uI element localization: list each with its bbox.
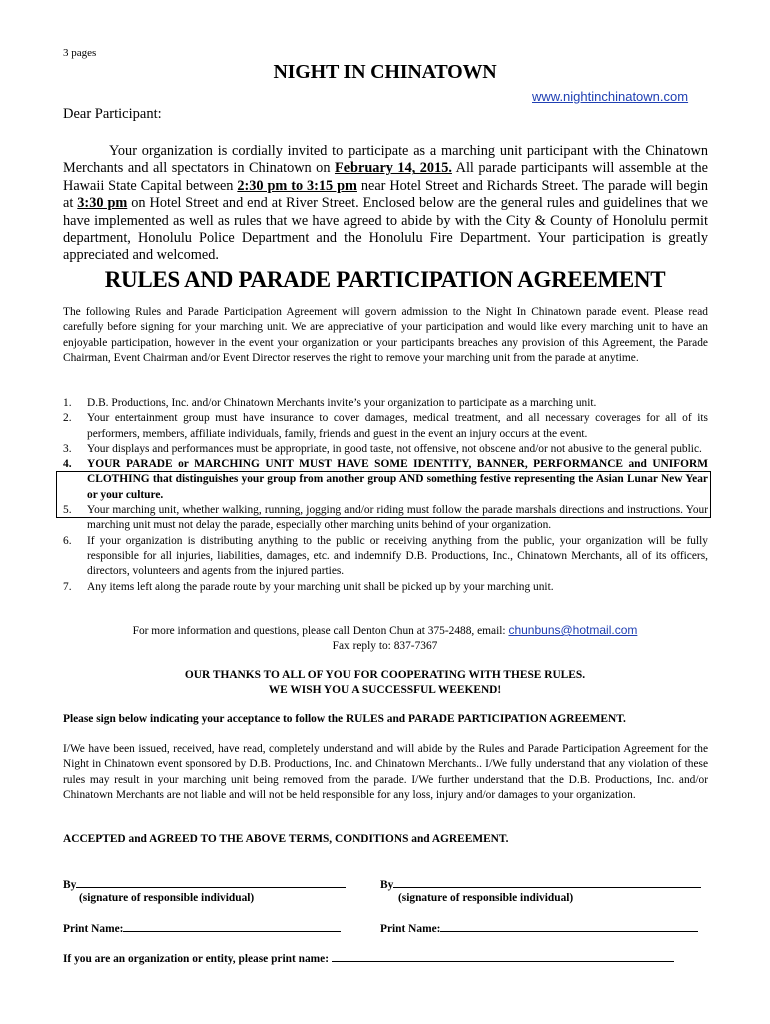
rule-item xyxy=(63,503,708,534)
print-name-field-right[interactable] xyxy=(380,920,698,937)
agreement-heading: RULES AND PARADE PARTICIPATION AGREEMENT xyxy=(104,267,666,292)
intro-text-b: All parade participants will assemble at the Hawaii State Capital between xyxy=(63,160,708,194)
intro-paragraph xyxy=(63,143,708,265)
fax-line: Fax reply to: 837-7367 xyxy=(332,640,438,653)
rule-number: 7. xyxy=(63,580,72,593)
print-name-label: Print Name: xyxy=(380,923,441,935)
rule-text: Your entertainment group must have insurance to cover damages, medical treatment, and all necessary coverages for all of its performers, members, affiliate individuals, family, friends and guest in the event an injury occurs at the event. xyxy=(87,412,708,440)
rule-number: 1. xyxy=(63,397,72,409)
signature-line[interactable] xyxy=(393,876,701,888)
document-title: NIGHT IN CHINATOWN xyxy=(273,61,497,83)
greeting: Dear Participant: xyxy=(63,106,162,122)
rule-text: Your marching unit, whether walking, running, jogging and/or riding must follow the parade marshals directions and instructions. Your marching unit must not delay the parade, especially other marching units behind of your organization. xyxy=(87,504,708,532)
rule-item-highlighted xyxy=(63,457,708,503)
signature-caption-right: (signature of responsible individual) xyxy=(398,892,574,904)
intro-text-d: on Hotel Street and end at River Street. Enclosed below are the general rules and guidelines that we have implemented as well as rules that we have agreed to abide by with the City & County of Honolulu permit department, Honolulu Police Department and the Honolulu Fire Department. Your participation is greatly appreciated and welcomed. xyxy=(63,195,708,264)
rule-text: D.B. Productions, Inc. and/or Chinatown Merchants invite’s your organization to participate as a marching unit. xyxy=(87,397,597,409)
print-name-line[interactable] xyxy=(440,920,698,932)
signature-caption-left: (signature of responsible individual) xyxy=(79,892,255,904)
by-label: By xyxy=(380,879,394,891)
rule-number: 3. xyxy=(63,442,72,455)
intro-text-c: near Hotel Street and Richards Street. The parade will begin at xyxy=(63,177,708,212)
thanks-message xyxy=(0,668,770,699)
rule-number: 6. xyxy=(63,534,72,547)
sign-instruction: Please sign below indicating your acceptance to follow the RULES and PARADE PARTICIPATION AGREEMENT. xyxy=(63,713,626,725)
rule-item xyxy=(63,534,708,580)
organization-name-line[interactable] xyxy=(332,950,674,962)
assembly-time: 2:30 pm to 3:15 pm xyxy=(237,177,357,194)
rule-number: 2. xyxy=(63,412,72,425)
contact-info xyxy=(0,623,770,655)
rule-item xyxy=(63,442,708,457)
event-date: February 14, 2015. xyxy=(334,160,452,177)
by-label: By xyxy=(63,879,77,891)
contact-text: For more information and questions, please call Denton Chun at 375-2488, email: xyxy=(132,625,509,637)
agreement-preamble: The following Rules and Parade Participation Agreement will govern admission to the Night In Chinatown parade event. Please read carefully before signing for your marching unit. We are appreciative of your participation and would like every marching unit to have an enjoyable participation, however in the event your organization or your participants breaches any provision of this Agreement, the Parade Chairman, Event Chairman and/or Event Director reserves the right to remove your marching unit from the parade at anytime. xyxy=(63,306,708,364)
signature-line[interactable] xyxy=(76,876,346,888)
organization-name-field[interactable] xyxy=(63,950,674,967)
page-count-note: 3 pages xyxy=(63,47,97,59)
rule-text: If your organization is distributing anything to the public or receiving anything from the public, your organization will be fully responsible for all injuries, liabilities, damages, etc. and indemnify D.B. Productions, Inc., Chinatown Merchants, all of its officers, directors, volunteers and agents from the injured parties. xyxy=(87,534,708,578)
print-name-line[interactable] xyxy=(123,920,341,932)
thanks-line-1: OUR THANKS TO ALL OF YOU FOR COOPERATING WITH THESE RULES. xyxy=(184,669,586,681)
rule-text: Your displays and performances must be appropriate, in good taste, not offensive, not obscene and/or not abusive to the general public. xyxy=(87,442,702,455)
rule-number: 5. xyxy=(63,504,72,517)
thanks-line-2: WE WISH YOU A SUCCESSFUL WEEKEND! xyxy=(268,684,502,697)
intro-text-a: Your organization is cordially invited to participate as a marching unit participant with the Chinatown Merchants and all spectators in Chinatown on xyxy=(63,143,708,177)
rule-text: YOUR PARADE or MARCHING UNIT MUST HAVE SOME IDENTITY, BANNER, PERFORMANCE and UNIFORM CLOTHING that distinguishes your group from another group AND something festive representing the Asian Lunar New Year or your culture. xyxy=(87,458,708,501)
rules-list xyxy=(63,396,708,595)
print-name-label: Print Name: xyxy=(63,923,124,935)
start-time: 3:30 pm xyxy=(77,195,128,212)
rule-item xyxy=(63,580,708,595)
rule-item xyxy=(63,411,708,442)
organization-label: If you are an organization or entity, please print name: xyxy=(63,953,332,965)
accepted-statement: ACCEPTED and AGREED TO THE ABOVE TERMS, CONDITIONS and AGREEMENT. xyxy=(63,833,509,845)
print-name-field-left[interactable] xyxy=(63,920,341,937)
acknowledgment-paragraph: I/We have been issued, received, have read, completely understand and will abide by the Rules and Parade Participation Agreement for the Night in Chinatown event sponsored by D.B. Productions, Inc. and Chinatown Merchants.. I/We fully understand that any violation of these rules may result in your marching unit being removed from the parade. I/We further understand that the D.B. Productions, Inc. and/or Chinatown Merchants are not liable and will not be held responsible for any loss, injury and/or damages to your organization. xyxy=(63,743,708,801)
website-link[interactable]: www.nightinchinatown.com xyxy=(532,89,689,104)
rule-number: 4. xyxy=(63,458,72,471)
rule-item xyxy=(63,396,708,411)
contact-email-link[interactable]: chunbuns@hotmail.com xyxy=(508,623,638,637)
rule-text: Any items left along the parade route by your marching unit shall be picked up by your marching unit. xyxy=(87,580,554,593)
